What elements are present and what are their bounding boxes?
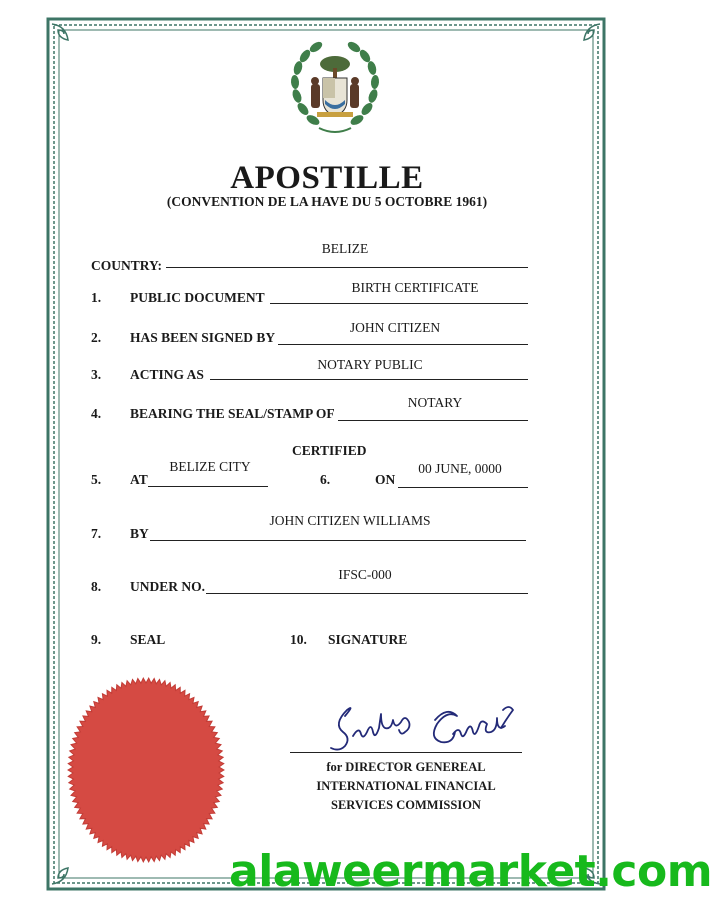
field-5-value: BELIZE CITY (169, 459, 251, 474)
signature-underline (290, 752, 522, 753)
signatory-line-1: for DIRECTOR GENEREAL (326, 760, 486, 774)
field-8-value: IFSC-000 (338, 567, 392, 582)
field-3-number: 3. (91, 367, 102, 382)
field-6-label: ON (375, 472, 396, 487)
field-6-underline (398, 487, 528, 488)
field-4-value: NOTARY (407, 395, 463, 410)
field-7-label: BY (130, 526, 149, 541)
field-1-number: 1. (91, 290, 102, 305)
field-7-underline (150, 540, 526, 541)
field-6-number: 6. (320, 472, 331, 487)
field-3-value: NOTARY PUBLIC (317, 357, 423, 372)
field-4-number: 4. (91, 406, 102, 421)
field-8-label: UNDER NO. (130, 579, 206, 594)
field-2-value: JOHN CITIZEN (349, 320, 441, 335)
signatory-line-2: INTERNATIONAL FINANCIAL (316, 779, 496, 793)
field-6-value: 00 JUNE, 0000 (418, 461, 502, 476)
field-7-number: 7. (91, 526, 102, 541)
field-8-underline (206, 593, 528, 594)
document-subtitle: (CONVENTION DE LA HAVE DU 5 OCTOBRE 1961) (166, 194, 488, 209)
field-10-label: SIGNATURE (328, 632, 408, 647)
field-2-label: HAS BEEN SIGNED BY (130, 330, 276, 345)
certified-heading: CERTIFIED (292, 443, 367, 458)
field-3-label: ACTING AS (130, 367, 204, 382)
field-5-label: AT (130, 472, 148, 487)
field-10-number: 10. (290, 632, 307, 647)
field-4-underline (338, 420, 528, 421)
country-label: COUNTRY: (91, 258, 163, 273)
red-seal-icon (66, 676, 226, 864)
country-underline (166, 267, 528, 268)
field-2-underline (278, 344, 528, 345)
signatory-line-3: SERVICES COMMISSION (331, 798, 481, 812)
field-4-label: BEARING THE SEAL/STAMP OF (130, 406, 335, 421)
document-title: APOSTILLE (230, 160, 424, 196)
director-signature (315, 698, 530, 760)
field-1-label: PUBLIC DOCUMENT (130, 290, 265, 305)
field-7-value: JOHN CITIZEN WILLIAMS (269, 513, 431, 528)
field-8-number: 8. (91, 579, 102, 594)
watermark-text: alaweermarket.com (229, 846, 712, 897)
signatory-block (290, 758, 522, 815)
field-3-underline (210, 379, 528, 380)
field-5-number: 5. (91, 472, 102, 487)
field-5-underline (148, 486, 268, 487)
field-1-value: BIRTH CERTIFICATE (351, 280, 479, 295)
coat-of-arms-emblem (289, 38, 381, 138)
field-9-label: SEAL (130, 632, 166, 647)
country-value: BELIZE (321, 241, 369, 256)
field-1-underline (270, 303, 528, 304)
field-2-number: 2. (91, 330, 102, 345)
field-9-number: 9. (91, 632, 102, 647)
